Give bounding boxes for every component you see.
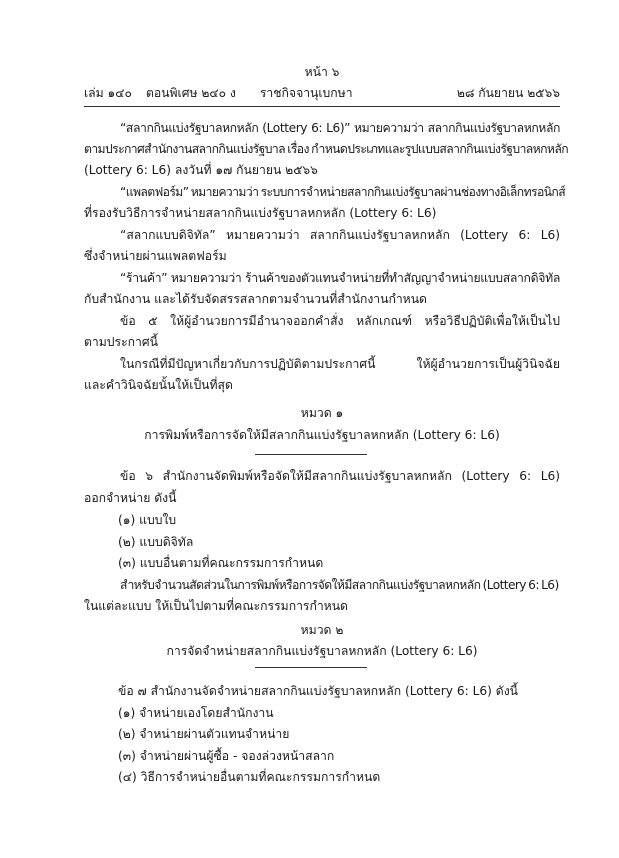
list-item: (๔) วิธีการจำหน่ายอื่นตามที่คณะกรรมการกำหนด — [118, 770, 381, 784]
chapter-heading: หมวด ๒ — [300, 623, 344, 637]
chapter-title: การพิมพ์หรือการจัดให้มีสลากกินแบ่งรัฐบาลหกหลัก (Lottery 6: L6) — [144, 428, 500, 442]
list-item: (๓) จำหน่ายผ่านผู้ซื้อ - จองล่วงหน้าสลาก — [118, 749, 335, 763]
text-line: “สลากกินแบ่งรัฐบาลหกหลัก (Lottery 6: L6)” หมายความว่า สลากกินแบ่งรัฐบาลหกหลัก — [120, 121, 560, 135]
list-item: (๓) แบบอื่นตามที่คณะกรรมการกำหนด — [118, 556, 324, 570]
text-line: “สลากแบบดิจิทัล” หมายความว่า สลากกินแบ่งรัฐบาลหกหลัก (Lottery 6: L6) — [120, 228, 560, 242]
text-line: ในกรณีที่มีปัญหาเกี่ยวกับการปฏิบัติตามประกาศนี้ ให้ผู้อำนวยการเป็นผู้วินิจฉัย — [120, 357, 560, 371]
text-line: ข้อ ๕ ให้ผู้อำนวยการมีอำนาจออกคำสั่ง หลักเกณฑ์ หรือวิธีปฏิบัติเพื่อให้เป็นไป — [120, 314, 560, 328]
text-line: กับสำนักงาน และได้รับจัดสรรสลากตามจำนวนที่สำนักงานกำหนด — [84, 292, 427, 306]
publication-name: ราชกิจจานุเบกษา — [259, 86, 353, 100]
text-line: ข้อ ๗ สำนักงานจัดจำหน่ายสลากกินแบ่งรัฐบาลหกหลัก (Lottery 6: L6) ดังนี้ — [118, 684, 518, 698]
header-rule — [84, 106, 560, 107]
list-item: (๑) แบบใบ — [118, 513, 177, 527]
list-item: (๑) จำหน่ายเองโดยสำนักงาน — [118, 706, 274, 720]
page-number: หน้า ๖ — [304, 65, 340, 79]
text-line: ในแต่ละแบบ ให้เป็นไปตามที่คณะกรรมการกำหนด — [84, 599, 348, 613]
text-line: (Lottery 6: L6) ลงวันที่ ๑๗ กันยายน ๒๕๖๖ — [84, 163, 318, 177]
text-line: สำหรับจำนวนสัดส่วนในการพิมพ์หรือการจัดให้มีสลากกินแบ่งรัฐบาลหกหลัก (Lottery 6: L6) — [120, 578, 559, 592]
text-line: ตามประกาศนี้ — [84, 335, 158, 349]
publication-date: ๒๘ กันยายน ๒๕๖๖ — [456, 86, 560, 100]
text-line: ข้อ ๖ สำนักงานจัดพิมพ์หรือจัดให้มีสลากกินแบ่งรัฐบาลหกหลัก (Lottery 6: L6) — [120, 469, 560, 483]
chapter-rule — [255, 454, 367, 455]
text-line: ตามประกาศสำนักงานสลากกินแบ่งรัฐบาล เรื่อง กำหนดประเภทและรูปแบบสลากกินแบ่งรัฐบาลหกหลัก — [84, 142, 568, 156]
text-line: ซึ่งจำหน่ายผ่านแพลตฟอร์ม — [84, 249, 227, 263]
volume: เล่ม ๑๔๐ — [84, 86, 132, 100]
chapter-title: การจัดจำหน่ายสลากกินแบ่งรัฐบาลหกหลัก (Lottery 6: L6) — [166, 644, 478, 658]
chapter-rule — [255, 667, 367, 668]
text-line: และคำวินิจฉัยนั้นให้เป็นที่สุด — [84, 378, 233, 392]
chapter-heading: หมวด ๑ — [300, 406, 344, 420]
gazette-header — [84, 83, 560, 103]
text-line: ที่รองรับวิธีการจำหน่ายสลากกินแบ่งรัฐบาลหกหลัก (Lottery 6: L6) — [84, 206, 437, 220]
text-line: ออกจำหน่าย ดังนี้ — [84, 491, 177, 505]
list-item: (๒) จำหน่ายผ่านตัวแทนจำหน่าย — [118, 727, 290, 741]
list-item: (๒) แบบดิจิทัล — [118, 535, 194, 549]
issue: ตอนพิเศษ ๒๔๐ ง — [145, 86, 236, 100]
text-line: “ร้านค้า” หมายความว่า ร้านค้าของตัวแทนจำหน่ายที่ทำสัญญาจำหน่ายแบบสลากดิจิทัล — [120, 271, 560, 285]
text-line: “แพลตฟอร์ม” หมายความว่า ระบบการจำหน่ายสลากกินแบ่งรัฐบาลผ่านช่องทางอิเล็กทรอนิกส์ — [120, 185, 566, 199]
